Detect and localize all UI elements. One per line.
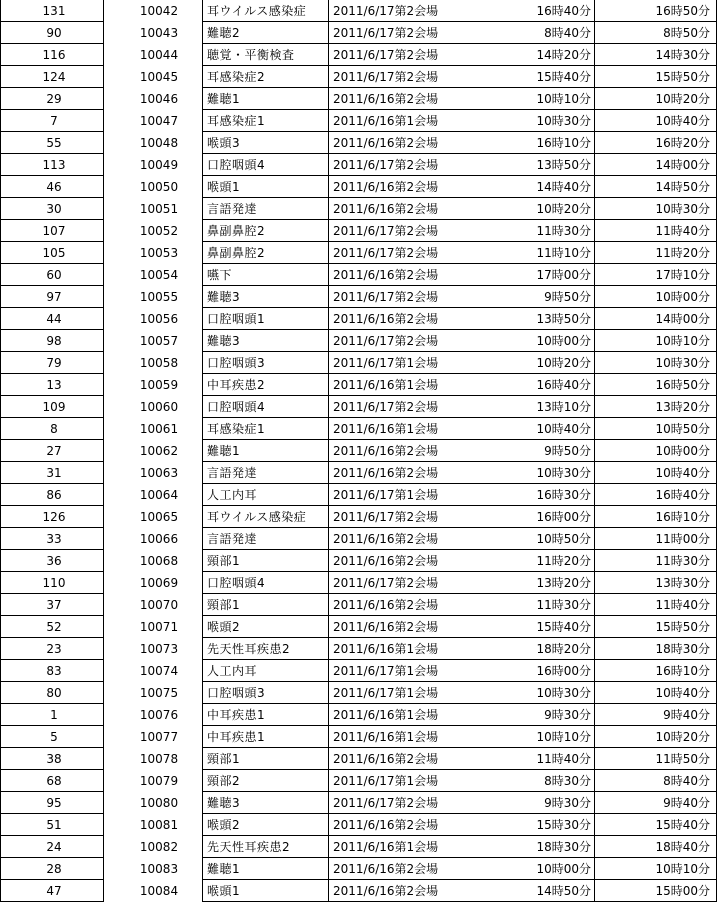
- table-row: [0, 440, 717, 462]
- date-venue-cell: 2011/6/17第2会場: [329, 220, 451, 242]
- presentation-id-cell: 10081: [139, 818, 179, 832]
- presentation-id-cell: 10074: [139, 664, 179, 678]
- start-time-cell: 9時50分: [451, 440, 595, 462]
- date-venue-cell: 2011/6/17第1会場: [329, 484, 451, 506]
- row-number-cell: 124: [0, 66, 104, 88]
- session-name-cell: 難聴3: [202, 792, 329, 814]
- start-time-cell: 11時10分: [451, 242, 595, 264]
- session-name-cell: 口腔咽頭4: [202, 396, 329, 418]
- presentation-id-cell: 10078: [139, 752, 179, 766]
- date-venue-cell: 2011/6/17第2会場: [329, 66, 451, 88]
- row-number-cell: 109: [0, 396, 104, 418]
- session-name-cell: 聴覚・平衡検査: [202, 44, 329, 66]
- presentation-id-cell: 10052: [139, 224, 179, 238]
- row-number-cell: 1: [0, 704, 104, 726]
- session-name-cell: 口腔咽頭1: [202, 308, 329, 330]
- date-venue-cell: 2011/6/17第1会場: [329, 660, 451, 682]
- table-row: [0, 176, 717, 198]
- date-venue-cell: 2011/6/16第2会場: [329, 550, 451, 572]
- session-name-cell: 頸部1: [202, 748, 329, 770]
- session-name-cell: 鼻副鼻腔2: [202, 220, 329, 242]
- start-time-cell: 10時30分: [451, 110, 595, 132]
- presentation-id-cell: 10053: [139, 246, 179, 260]
- row-number-cell: 97: [0, 286, 104, 308]
- table-row: [0, 110, 717, 132]
- start-time-cell: 11時20分: [451, 550, 595, 572]
- session-name-cell: 難聴1: [202, 440, 329, 462]
- presentation-id-cell: 10060: [139, 400, 179, 414]
- date-venue-cell: 2011/6/16第1会場: [329, 638, 451, 660]
- table-row: [0, 572, 717, 594]
- row-number-cell: 126: [0, 506, 104, 528]
- table-row: [0, 836, 717, 858]
- presentation-id-cell: 10049: [139, 158, 179, 172]
- presentation-id-cell: 10058: [139, 356, 179, 370]
- presentation-id-cell: 10082: [139, 840, 179, 854]
- end-time-cell: 10時20分: [595, 726, 717, 748]
- start-time-cell: 10時20分: [451, 352, 595, 374]
- date-venue-cell: 2011/6/16第1会場: [329, 374, 451, 396]
- date-venue-cell: 2011/6/17第2会場: [329, 792, 451, 814]
- start-time-cell: 15時40分: [451, 616, 595, 638]
- start-time-cell: 10時30分: [451, 682, 595, 704]
- presentation-id-cell: 10075: [139, 686, 179, 700]
- date-venue-cell: 2011/6/16第2会場: [329, 814, 451, 836]
- row-number-cell: 23: [0, 638, 104, 660]
- date-venue-cell: 2011/6/16第2会場: [329, 198, 451, 220]
- session-name-cell: 喉頭2: [202, 814, 329, 836]
- session-name-cell: 口腔咽頭3: [202, 682, 329, 704]
- table-row: [0, 814, 717, 836]
- start-time-cell: 8時40分: [451, 22, 595, 44]
- start-time-cell: 13時50分: [451, 308, 595, 330]
- end-time-cell: 9時40分: [595, 704, 717, 726]
- row-number-cell: 44: [0, 308, 104, 330]
- start-time-cell: 11時30分: [451, 220, 595, 242]
- table-row: [0, 616, 717, 638]
- end-time-cell: 16時20分: [595, 132, 717, 154]
- row-number-cell: 13: [0, 374, 104, 396]
- row-number-cell: 98: [0, 330, 104, 352]
- session-name-cell: 言語発達: [202, 528, 329, 550]
- date-venue-cell: 2011/6/16第2会場: [329, 308, 451, 330]
- presentation-id-cell: 10083: [139, 862, 179, 876]
- row-number-cell: 8: [0, 418, 104, 440]
- session-name-cell: 中耳疾患2: [202, 374, 329, 396]
- end-time-cell: 18時30分: [595, 638, 717, 660]
- end-time-cell: 14時00分: [595, 154, 717, 176]
- end-time-cell: 14時30分: [595, 44, 717, 66]
- presentation-id-cell: 10046: [139, 92, 179, 106]
- end-time-cell: 11時00分: [595, 528, 717, 550]
- date-venue-cell: 2011/6/17第2会場: [329, 396, 451, 418]
- session-name-cell: 難聴3: [202, 286, 329, 308]
- presentation-id-cell: 10054: [139, 268, 179, 282]
- end-time-cell: 11時20分: [595, 242, 717, 264]
- presentation-id-cell: 10071: [139, 620, 179, 634]
- end-time-cell: 15時40分: [595, 814, 717, 836]
- start-time-cell: 13時50分: [451, 154, 595, 176]
- row-number-cell: 7: [0, 110, 104, 132]
- start-time-cell: 18時30分: [451, 836, 595, 858]
- presentation-id-cell: 10062: [139, 444, 179, 458]
- start-time-cell: 9時30分: [451, 792, 595, 814]
- table-row: [0, 726, 717, 748]
- start-time-cell: 16時00分: [451, 506, 595, 528]
- start-time-cell: 18時20分: [451, 638, 595, 660]
- start-time-cell: 16時40分: [451, 0, 595, 22]
- row-number-cell: 52: [0, 616, 104, 638]
- date-venue-cell: 2011/6/16第1会場: [329, 704, 451, 726]
- session-name-cell: 喉頭1: [202, 176, 329, 198]
- row-number-cell: 68: [0, 770, 104, 792]
- session-name-cell: 喉頭1: [202, 880, 329, 902]
- end-time-cell: 11時30分: [595, 550, 717, 572]
- row-number-cell: 131: [0, 0, 104, 22]
- table-row: [0, 660, 717, 682]
- row-number-cell: 86: [0, 484, 104, 506]
- row-number-cell: 116: [0, 44, 104, 66]
- session-name-cell: 口腔咽頭4: [202, 572, 329, 594]
- start-time-cell: 10時00分: [451, 858, 595, 880]
- row-number-cell: 55: [0, 132, 104, 154]
- session-name-cell: 言語発達: [202, 198, 329, 220]
- start-time-cell: 10時00分: [451, 330, 595, 352]
- presentation-id-cell: 10064: [139, 488, 179, 502]
- presentation-id-cell: 10061: [139, 422, 179, 436]
- start-time-cell: 10時50分: [451, 528, 595, 550]
- presentation-id-cell: 10065: [139, 510, 179, 524]
- start-time-cell: 10時10分: [451, 88, 595, 110]
- row-number-cell: 46: [0, 176, 104, 198]
- table-row: [0, 792, 717, 814]
- end-time-cell: 10時10分: [595, 330, 717, 352]
- row-number-cell: 38: [0, 748, 104, 770]
- session-name-cell: 耳感染症2: [202, 66, 329, 88]
- start-time-cell: 13時20分: [451, 572, 595, 594]
- end-time-cell: 16時50分: [595, 374, 717, 396]
- date-venue-cell: 2011/6/17第1会場: [329, 682, 451, 704]
- table-row: [0, 484, 717, 506]
- presentation-id-cell: 10042: [139, 4, 179, 18]
- table-row: [0, 66, 717, 88]
- date-venue-cell: 2011/6/16第2会場: [329, 88, 451, 110]
- table-row: [0, 0, 717, 22]
- date-venue-cell: 2011/6/17第2会場: [329, 22, 451, 44]
- row-number-cell: 24: [0, 836, 104, 858]
- row-number-cell: 47: [0, 880, 104, 902]
- end-time-cell: 16時10分: [595, 660, 717, 682]
- presentation-id-cell: 10045: [139, 70, 179, 84]
- end-time-cell: 17時10分: [595, 264, 717, 286]
- session-name-cell: 耳ウイルス感染症: [202, 0, 329, 22]
- table-row: [0, 396, 717, 418]
- row-number-cell: 60: [0, 264, 104, 286]
- start-time-cell: 9時50分: [451, 286, 595, 308]
- start-time-cell: 10時40分: [451, 418, 595, 440]
- end-time-cell: 8時50分: [595, 22, 717, 44]
- end-time-cell: 16時50分: [595, 0, 717, 22]
- session-name-cell: 口腔咽頭4: [202, 154, 329, 176]
- start-time-cell: 15時30分: [451, 814, 595, 836]
- table-row: [0, 418, 717, 440]
- table-row: [0, 286, 717, 308]
- end-time-cell: 11時50分: [595, 748, 717, 770]
- table-row: [0, 550, 717, 572]
- table-row: [0, 506, 717, 528]
- start-time-cell: 10時10分: [451, 726, 595, 748]
- table-row: [0, 220, 717, 242]
- start-time-cell: 11時30分: [451, 594, 595, 616]
- end-time-cell: 11時40分: [595, 220, 717, 242]
- presentation-id-cell: 10050: [139, 180, 179, 194]
- end-time-cell: 18時40分: [595, 836, 717, 858]
- presentation-id-cell: 10043: [139, 26, 179, 40]
- start-time-cell: 8時30分: [451, 770, 595, 792]
- start-time-cell: 16時00分: [451, 660, 595, 682]
- date-venue-cell: 2011/6/16第2会場: [329, 528, 451, 550]
- presentation-id-cell: 10047: [139, 114, 179, 128]
- table-row: [0, 198, 717, 220]
- start-time-cell: 15時40分: [451, 66, 595, 88]
- start-time-cell: 16時10分: [451, 132, 595, 154]
- presentation-id-cell: 10059: [139, 378, 179, 392]
- presentation-id-cell: 10051: [139, 202, 179, 216]
- presentation-id-cell: 10079: [139, 774, 179, 788]
- date-venue-cell: 2011/6/16第1会場: [329, 726, 451, 748]
- date-venue-cell: 2011/6/17第2会場: [329, 572, 451, 594]
- start-time-cell: 10時20分: [451, 198, 595, 220]
- end-time-cell: 15時00分: [595, 880, 717, 902]
- date-venue-cell: 2011/6/17第2会場: [329, 242, 451, 264]
- presentation-id-cell: 10068: [139, 554, 179, 568]
- date-venue-cell: 2011/6/17第2会場: [329, 286, 451, 308]
- row-number-cell: 28: [0, 858, 104, 880]
- presentation-id-cell: 10063: [139, 466, 179, 480]
- end-time-cell: 11時40分: [595, 594, 717, 616]
- date-venue-cell: 2011/6/16第2会場: [329, 880, 451, 902]
- session-name-cell: 人工内耳: [202, 660, 329, 682]
- date-venue-cell: 2011/6/16第2会場: [329, 748, 451, 770]
- start-time-cell: 16時40分: [451, 374, 595, 396]
- table-row: [0, 704, 717, 726]
- start-time-cell: 14時40分: [451, 176, 595, 198]
- presentation-id-cell: 10055: [139, 290, 179, 304]
- presentation-id-cell: 10077: [139, 730, 179, 744]
- table-row: [0, 308, 717, 330]
- start-time-cell: 13時10分: [451, 396, 595, 418]
- table-row: [0, 858, 717, 880]
- date-venue-cell: 2011/6/16第2会場: [329, 462, 451, 484]
- session-name-cell: 耳ウイルス感染症: [202, 506, 329, 528]
- row-number-cell: 105: [0, 242, 104, 264]
- end-time-cell: 10時40分: [595, 682, 717, 704]
- date-venue-cell: 2011/6/17第2会場: [329, 506, 451, 528]
- row-number-cell: 36: [0, 550, 104, 572]
- table-row: [0, 154, 717, 176]
- row-number-cell: 90: [0, 22, 104, 44]
- session-name-cell: 難聴2: [202, 22, 329, 44]
- table-row: [0, 22, 717, 44]
- end-time-cell: 10時40分: [595, 462, 717, 484]
- end-time-cell: 15時50分: [595, 66, 717, 88]
- end-time-cell: 10時30分: [595, 352, 717, 374]
- row-number-cell: 29: [0, 88, 104, 110]
- start-time-cell: 16時30分: [451, 484, 595, 506]
- date-venue-cell: 2011/6/16第2会場: [329, 858, 451, 880]
- date-venue-cell: 2011/6/16第1会場: [329, 418, 451, 440]
- presentation-id-cell: 10056: [139, 312, 179, 326]
- date-venue-cell: 2011/6/16第2会場: [329, 176, 451, 198]
- start-time-cell: 11時40分: [451, 748, 595, 770]
- end-time-cell: 8時40分: [595, 770, 717, 792]
- presentation-id-cell: 10084: [139, 884, 179, 898]
- row-number-cell: 31: [0, 462, 104, 484]
- end-time-cell: 14時50分: [595, 176, 717, 198]
- row-number-cell: 33: [0, 528, 104, 550]
- presentation-id-cell: 10069: [139, 576, 179, 590]
- session-name-cell: 難聴1: [202, 858, 329, 880]
- row-number-cell: 5: [0, 726, 104, 748]
- end-time-cell: 9時40分: [595, 792, 717, 814]
- table-row: [0, 594, 717, 616]
- end-time-cell: 10時20分: [595, 88, 717, 110]
- presentation-id-cell: 10048: [139, 136, 179, 150]
- date-venue-cell: 2011/6/17第2会場: [329, 44, 451, 66]
- session-name-cell: 中耳疾患1: [202, 726, 329, 748]
- row-number-cell: 79: [0, 352, 104, 374]
- table-row: [0, 682, 717, 704]
- date-venue-cell: 2011/6/17第2会場: [329, 330, 451, 352]
- date-venue-cell: 2011/6/16第2会場: [329, 132, 451, 154]
- presentation-id-cell: 10044: [139, 48, 179, 62]
- table-row: [0, 528, 717, 550]
- row-number-cell: 51: [0, 814, 104, 836]
- presentation-id-cell: 10076: [139, 708, 179, 722]
- end-time-cell: 16時40分: [595, 484, 717, 506]
- start-time-cell: 17時00分: [451, 264, 595, 286]
- session-name-cell: 頸部1: [202, 550, 329, 572]
- session-name-cell: 頸部2: [202, 770, 329, 792]
- date-venue-cell: 2011/6/17第1会場: [329, 352, 451, 374]
- end-time-cell: 10時00分: [595, 286, 717, 308]
- session-name-cell: 言語発達: [202, 462, 329, 484]
- date-venue-cell: 2011/6/16第1会場: [329, 110, 451, 132]
- presentation-id-cell: 10073: [139, 642, 179, 656]
- end-time-cell: 10時30分: [595, 198, 717, 220]
- session-name-cell: 鼻副鼻腔2: [202, 242, 329, 264]
- table-row: [0, 770, 717, 792]
- table-row: [0, 374, 717, 396]
- row-number-cell: 107: [0, 220, 104, 242]
- end-time-cell: 13時30分: [595, 572, 717, 594]
- row-number-cell: 80: [0, 682, 104, 704]
- session-name-cell: 喉頭2: [202, 616, 329, 638]
- start-time-cell: 14時50分: [451, 880, 595, 902]
- start-time-cell: 14時20分: [451, 44, 595, 66]
- table-row: [0, 132, 717, 154]
- session-name-cell: 頸部1: [202, 594, 329, 616]
- end-time-cell: 15時50分: [595, 616, 717, 638]
- end-time-cell: 10時10分: [595, 858, 717, 880]
- date-venue-cell: 2011/6/17第2会場: [329, 0, 451, 22]
- date-venue-cell: 2011/6/16第1会場: [329, 836, 451, 858]
- start-time-cell: 10時30分: [451, 462, 595, 484]
- end-time-cell: 14時00分: [595, 308, 717, 330]
- row-number-cell: 30: [0, 198, 104, 220]
- presentation-id-cell: 10070: [139, 598, 179, 612]
- row-number-cell: 27: [0, 440, 104, 462]
- end-time-cell: 10時50分: [595, 418, 717, 440]
- session-name-cell: 難聴1: [202, 88, 329, 110]
- end-time-cell: 13時20分: [595, 396, 717, 418]
- table-row: [0, 462, 717, 484]
- session-name-cell: 先天性耳疾患2: [202, 638, 329, 660]
- session-name-cell: 嚥下: [202, 264, 329, 286]
- date-venue-cell: 2011/6/16第2会場: [329, 616, 451, 638]
- table-row: [0, 88, 717, 110]
- session-name-cell: 先天性耳疾患2: [202, 836, 329, 858]
- table-row: [0, 44, 717, 66]
- date-venue-cell: 2011/6/17第2会場: [329, 154, 451, 176]
- session-name-cell: 耳感染症1: [202, 418, 329, 440]
- date-venue-cell: 2011/6/16第2会場: [329, 594, 451, 616]
- row-number-cell: 83: [0, 660, 104, 682]
- session-name-cell: 中耳疾患1: [202, 704, 329, 726]
- end-time-cell: 10時00分: [595, 440, 717, 462]
- table-row: [0, 352, 717, 374]
- end-time-cell: 10時40分: [595, 110, 717, 132]
- presentation-id-cell: 10080: [139, 796, 179, 810]
- row-number-cell: 113: [0, 154, 104, 176]
- session-name-cell: 人工内耳: [202, 484, 329, 506]
- table-row: [0, 242, 717, 264]
- presentation-id-cell: 10057: [139, 334, 179, 348]
- table-row: [0, 638, 717, 660]
- row-number-cell: 110: [0, 572, 104, 594]
- table-row: [0, 330, 717, 352]
- end-time-cell: 16時10分: [595, 506, 717, 528]
- start-time-cell: 9時30分: [451, 704, 595, 726]
- row-number-cell: 37: [0, 594, 104, 616]
- session-name-cell: 難聴3: [202, 330, 329, 352]
- session-name-cell: 口腔咽頭3: [202, 352, 329, 374]
- session-name-cell: 喉頭3: [202, 132, 329, 154]
- row-number-cell: 95: [0, 792, 104, 814]
- presentation-id-cell: 10066: [139, 532, 179, 546]
- date-venue-cell: 2011/6/16第2会場: [329, 440, 451, 462]
- session-name-cell: 耳感染症1: [202, 110, 329, 132]
- table-row: [0, 748, 717, 770]
- date-venue-cell: 2011/6/16第2会場: [329, 264, 451, 286]
- table-row: [0, 264, 717, 286]
- date-venue-cell: 2011/6/17第1会場: [329, 770, 451, 792]
